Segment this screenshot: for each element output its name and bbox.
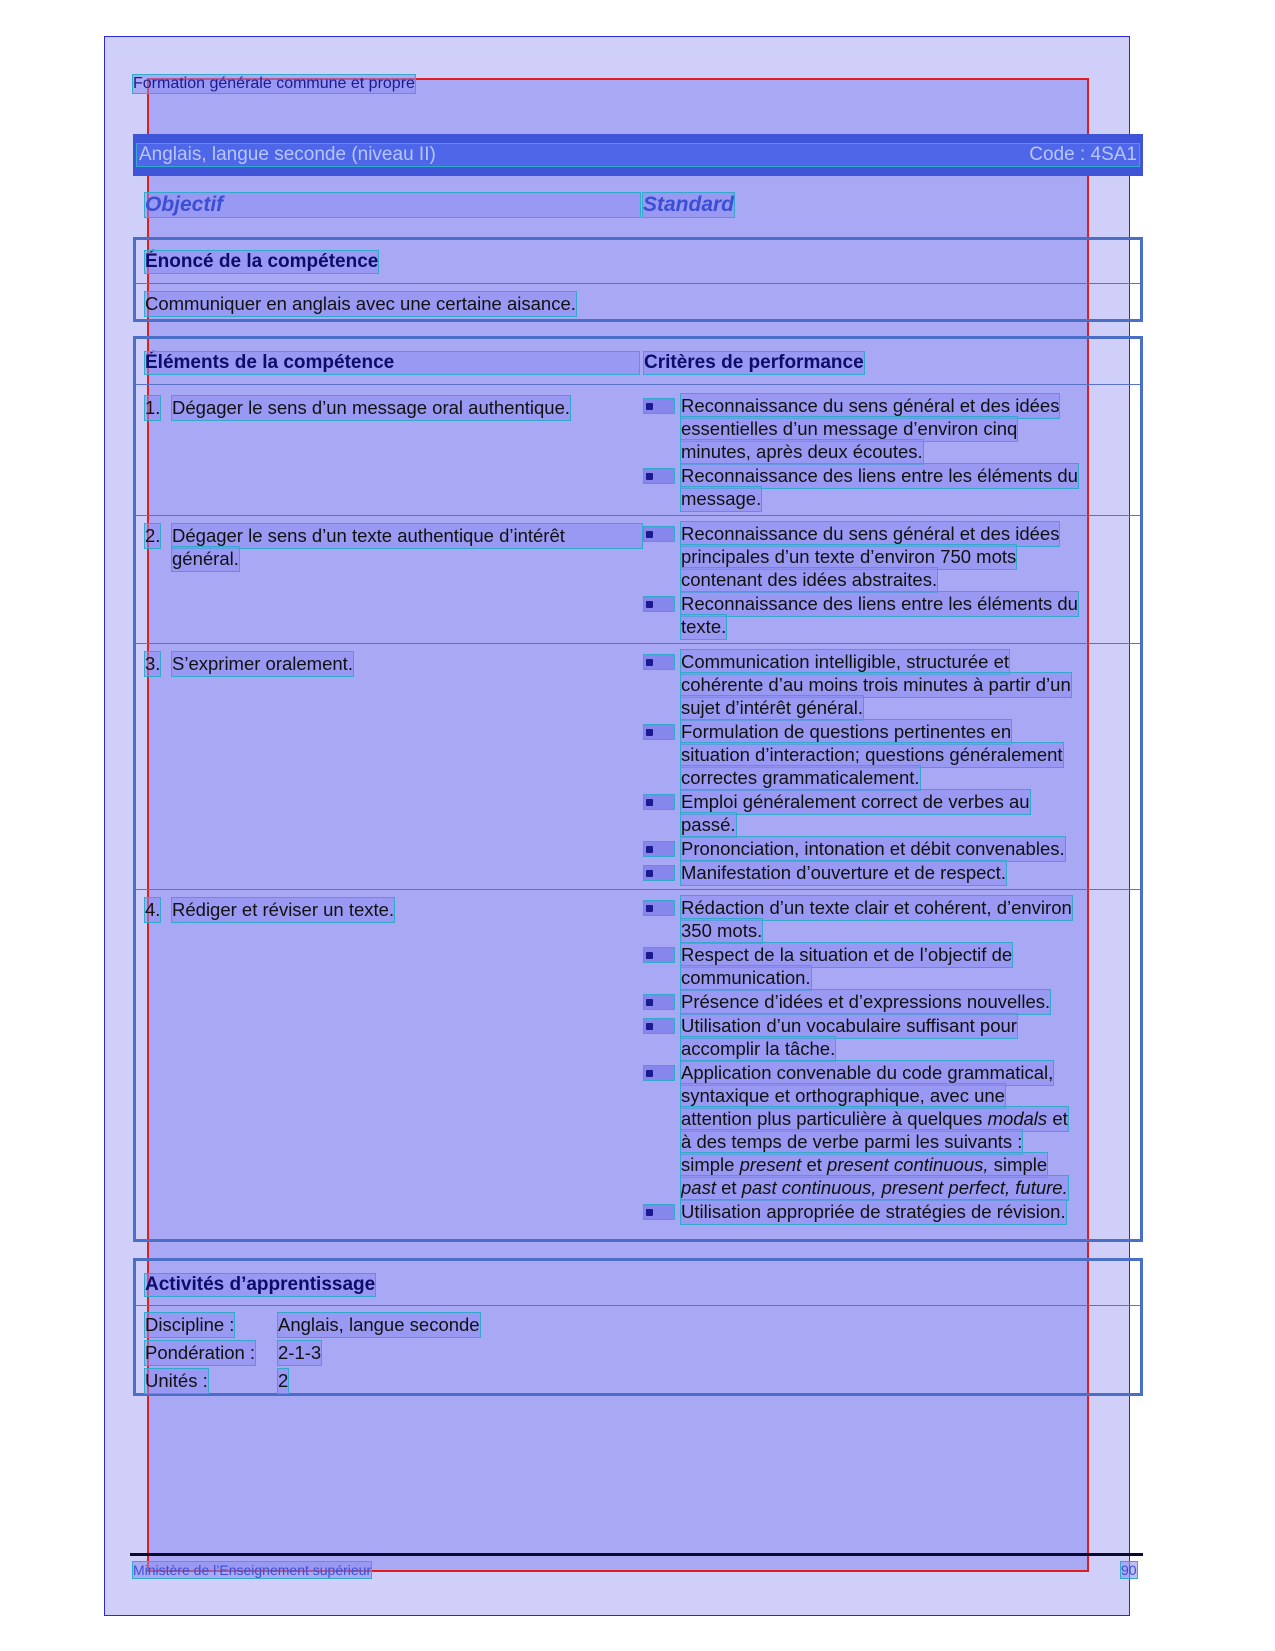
criterion-line: Reconnaissance des liens entre les éléments du <box>681 593 1078 614</box>
bullet-icon <box>646 1070 653 1077</box>
criterion-line: message. <box>681 488 762 509</box>
element-number: 2. <box>145 525 161 546</box>
row-divider <box>136 643 1140 644</box>
criterion-line: Prononciation, intonation et débit convenables. <box>681 838 1065 859</box>
bullet-icon <box>646 1023 653 1030</box>
enonce-text: Communiquer en anglais avec une certaine aisance. <box>145 293 576 314</box>
elements-heading: Éléments de la compétence <box>145 352 639 374</box>
footer-ministry: Ministère de l’Enseignement supérieur <box>133 1562 372 1578</box>
criterion-line: cohérente d’au moins trois minutes à partir d’un <box>681 674 1071 695</box>
bullet-icon <box>646 601 653 608</box>
criterion-line: Communication intelligible, structurée et <box>681 651 1010 672</box>
criterion-line: Application convenable du code grammatical, <box>681 1062 1054 1083</box>
footer-rule <box>130 1553 1143 1556</box>
criterion-line: Manifestation d’ouverture et de respect. <box>681 862 1006 883</box>
discipline-value: Anglais, langue seconde <box>278 1314 480 1335</box>
standard-label: Standard <box>643 193 735 216</box>
criterion-line: Emploi généralement correct de verbes au <box>681 791 1030 812</box>
bullet-icon <box>646 403 653 410</box>
element-text: général. <box>172 548 239 569</box>
row-divider <box>136 515 1140 516</box>
bullet-icon <box>646 952 653 959</box>
discipline-label: Discipline : <box>145 1314 235 1335</box>
criterion-line: Reconnaissance du sens général et des idées <box>681 395 1060 416</box>
element-number: 4. <box>145 899 161 920</box>
course-band-inner <box>137 144 1139 166</box>
course-band <box>133 134 1143 176</box>
criterion-line: situation d’interaction; questions généralement <box>681 744 1063 765</box>
criterion-line: contenant des idées abstraites. <box>681 569 938 590</box>
activites-panel <box>133 1258 1143 1396</box>
criterion-line: accomplir la tâche. <box>681 1038 836 1059</box>
criterion-line: Utilisation appropriée de stratégies de révision. <box>681 1201 1066 1222</box>
element-text: Dégager le sens d’un message oral authentique. <box>172 397 571 418</box>
criterion-line: 350 mots. <box>681 920 763 941</box>
objectif-label <box>145 193 640 217</box>
element-text: S’exprimer oralement. <box>172 653 353 674</box>
row-divider <box>136 889 1140 890</box>
criterion-line: attention plus particulière à quelques modals et <box>681 1108 1068 1129</box>
bullet-icon <box>646 999 653 1006</box>
course-title: Anglais, langue seconde (niveau II) <box>139 144 436 165</box>
criterion-line: past et past continuous, present perfect, future. <box>681 1177 1068 1198</box>
criterion-line: simple present et present continuous, simple <box>681 1154 1048 1175</box>
activites-divider <box>136 1305 1140 1306</box>
enonce-panel <box>133 237 1143 322</box>
criterion-line: Utilisation d’un vocabulaire suffisant pour <box>681 1015 1017 1036</box>
criterion-line: Rédaction d’un texte clair et cohérent, d’environ <box>681 897 1072 918</box>
bullet-icon <box>646 870 653 877</box>
elements-header-divider <box>136 384 1140 385</box>
enonce-divider <box>136 283 1140 284</box>
section-title: Formation générale commune et propre <box>133 75 415 92</box>
criterion-line: principales d’un texte d’environ 750 mots <box>681 546 1017 567</box>
element-number: 1. <box>145 397 161 418</box>
criterion-line: Respect de la situation et de l’objectif de <box>681 944 1013 965</box>
bullet-icon <box>646 905 653 912</box>
bullet-icon <box>646 799 653 806</box>
ponderation-value: 2-1-3 <box>278 1342 322 1363</box>
unites-value: 2 <box>278 1370 289 1391</box>
bullet-icon <box>646 531 653 538</box>
unites-label: Unités : <box>145 1370 208 1391</box>
criterion-line: Reconnaissance des liens entre les éléments du <box>681 465 1078 486</box>
criterion-line: correctes grammaticalement. <box>681 767 920 788</box>
bullet-icon <box>646 1209 653 1216</box>
criterion-line: communication. <box>681 967 811 988</box>
course-code: Code : 4SA1 <box>1029 144 1137 165</box>
ponderation-label: Pondération : <box>145 1342 256 1363</box>
element-number: 3. <box>145 653 161 674</box>
criterion-line: sujet d’intérêt général. <box>681 697 864 718</box>
criterion-line: Formulation de questions pertinentes en <box>681 721 1012 742</box>
criterion-line: à des temps de verbe parmi les suivants : <box>681 1131 1023 1152</box>
bullet-icon <box>646 846 653 853</box>
footer-page-number: 90 <box>1121 1562 1137 1578</box>
criterion-line: syntaxique et orthographique, avec une <box>681 1085 1005 1106</box>
bullet-icon <box>646 659 653 666</box>
criterion-line: passé. <box>681 814 736 835</box>
criterion-line: texte. <box>681 616 727 637</box>
criteria-heading: Critères de performance <box>644 352 864 373</box>
activites-heading: Activités d’apprentissage <box>145 1274 376 1295</box>
enonce-heading: Énoncé de la compétence <box>145 251 379 272</box>
criterion-line: Présence d’idées et d’expressions nouvelles. <box>681 991 1051 1012</box>
bullet-icon <box>646 473 653 480</box>
objectif-text: Objectif <box>145 193 224 216</box>
element-text: Rédiger et réviser un texte. <box>172 899 395 920</box>
element-text: Dégager le sens d’un texte authentique d’intérêt <box>172 524 642 548</box>
criterion-line: Reconnaissance du sens général et des idées <box>681 523 1060 544</box>
criterion-line: minutes, après deux écoutes. <box>681 441 923 462</box>
elements-panel <box>133 336 1143 1242</box>
bullet-icon <box>646 729 653 736</box>
criterion-line: essentielles d’un message d’environ cinq <box>681 418 1018 439</box>
